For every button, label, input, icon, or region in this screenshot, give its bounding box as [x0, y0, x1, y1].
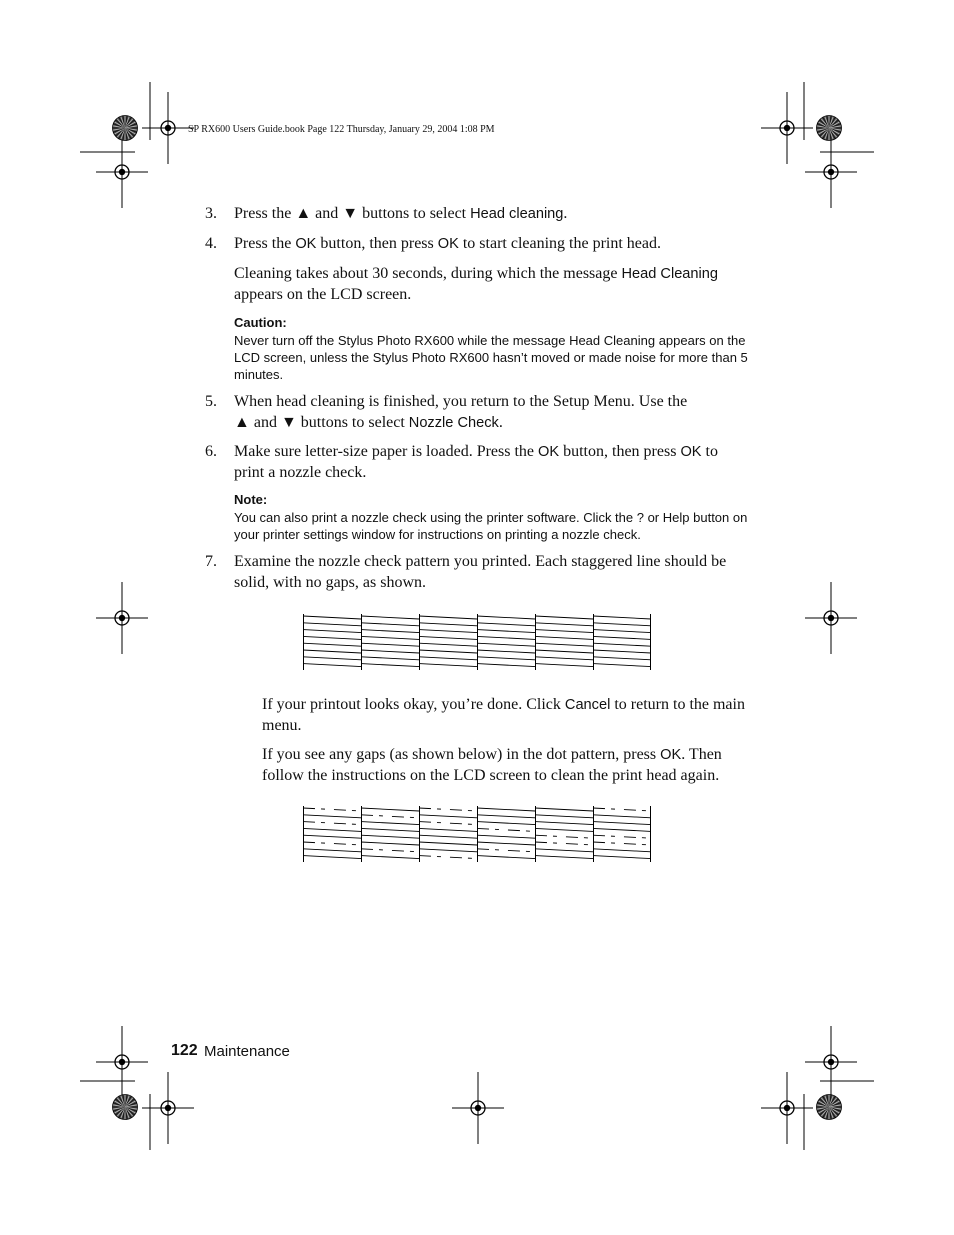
page-number: 122	[171, 1042, 198, 1059]
step-number: 6.	[205, 443, 217, 460]
caution-body: Never turn off the Stylus Photo RX600 while the message Head Cleaning appears on the LCD screen, unless the Stylus Photo RX600 hasn’t moved or made noise for more than 5 minutes.	[234, 333, 748, 382]
crosshair-mark	[805, 582, 857, 654]
ok-key-label: OK	[680, 444, 702, 460]
ok-key-label: OK	[437, 236, 459, 252]
step-text: Press the ▲ and ▼ buttons to select Head cleaning.	[234, 205, 568, 222]
step-number: 3.	[205, 205, 217, 222]
crosshair-mark	[761, 92, 813, 164]
caution-title: Caution:	[234, 315, 287, 330]
result-gap-text: If you see any gaps (as shown below) in the dot pattern, press OK. Then follow the instructions on the LCD screen to clean the print head again.	[262, 746, 722, 784]
step-number: 5.	[205, 393, 217, 410]
help-key-label: Help	[662, 510, 690, 525]
note-body: You can also print a nozzle check using the printer software. Click the ? or Help button on your printer settings window for instructions on printing a nozzle check.	[234, 510, 748, 542]
note-title: Note:	[234, 492, 268, 507]
crosshair-mark	[805, 1026, 857, 1098]
book-slug: SP RX600 Users Guide.book Page 122 Thursday, January 29, 2004 1:08 PM	[188, 124, 495, 135]
lcd-message: Head Cleaning	[569, 333, 656, 348]
step-4-detail: Cleaning takes about 30 seconds, during which the message Head Cleaning appears on the LCD screen.	[234, 265, 719, 303]
step-text: Press the OK button, then press OK to start cleaning the print head.	[234, 235, 661, 252]
ok-key-label: OK	[660, 747, 682, 763]
starburst-mark	[113, 1095, 138, 1120]
lcd-menu-item: Head cleaning	[470, 206, 564, 222]
lcd-message: Head Cleaning	[621, 266, 719, 282]
crosshair-mark	[96, 582, 148, 654]
cancel-button-label: Cancel	[564, 697, 611, 713]
step-text: When head cleaning is finished, you return to the Setup Menu. Use the ▲ and ▼ buttons to select Nozzle Check.	[234, 393, 688, 431]
starburst-mark	[817, 116, 842, 141]
lcd-menu-item: Nozzle Check	[408, 414, 499, 431]
ok-key-label: OK	[538, 444, 560, 460]
starburst-mark	[817, 1095, 842, 1120]
section-name: Maintenance	[204, 1043, 290, 1060]
step-number: 7.	[205, 553, 217, 570]
help-key-label: ?	[636, 510, 644, 525]
step-text: Make sure letter-size paper is loaded. Press the OK button, then press OK to print a nozzle check.	[234, 443, 718, 481]
crosshair-mark	[761, 1072, 813, 1144]
up-arrow-icon: ▲	[295, 205, 312, 222]
crosshair-mark	[96, 1026, 148, 1098]
step-number: 4.	[205, 235, 217, 252]
crop-lines	[80, 82, 874, 1150]
down-arrow-icon: ▼	[280, 413, 297, 431]
result-ok-text: If your printout looks okay, you’re done. Click Cancel to return to the main menu.	[262, 696, 745, 734]
up-arrow-icon: ▲	[234, 413, 250, 431]
step-text: Examine the nozzle check pattern you printed. Each staggered line should be solid, with no gaps, as shown.	[234, 553, 727, 591]
down-arrow-icon: ▼	[342, 205, 359, 222]
crosshair-mark	[452, 1072, 504, 1144]
crosshair-mark	[805, 136, 857, 208]
starburst-mark	[113, 116, 138, 141]
ok-key-label: OK	[295, 236, 317, 252]
crosshair-mark	[96, 136, 148, 208]
